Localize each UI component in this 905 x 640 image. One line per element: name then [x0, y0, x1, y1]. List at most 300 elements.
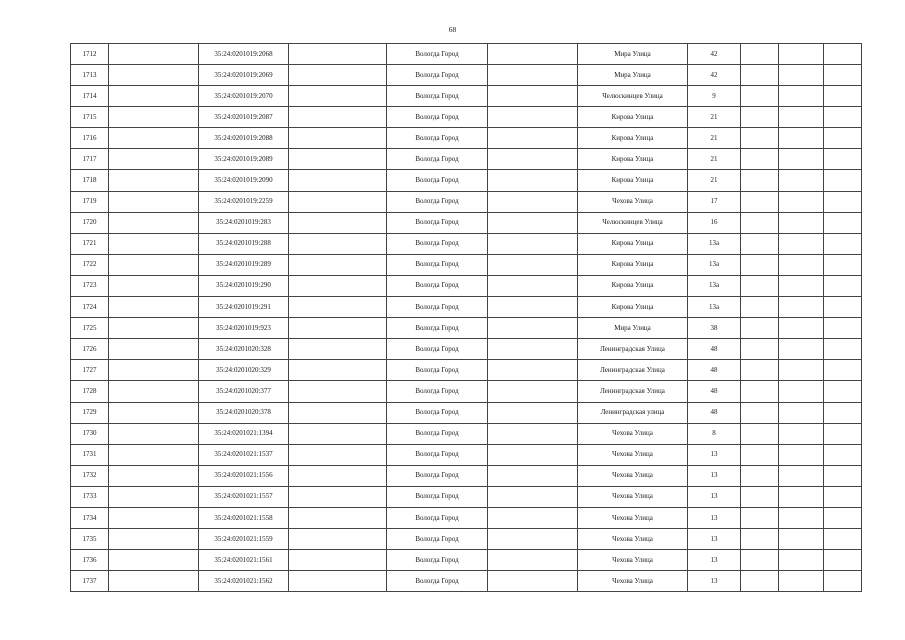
street-cell: Мира Улица	[578, 318, 688, 339]
row-number-cell: 1723	[71, 275, 109, 296]
street-cell: Чехова Улица	[578, 529, 688, 550]
empty-cell	[741, 191, 779, 212]
empty-cell	[488, 402, 578, 423]
empty-cell	[109, 571, 199, 592]
house-number-cell: 16	[688, 212, 741, 233]
empty-cell	[109, 550, 199, 571]
city-cell: Вологда Город	[387, 107, 488, 128]
empty-cell	[824, 149, 862, 170]
table-row	[71, 44, 862, 65]
empty-cell	[741, 149, 779, 170]
row-number-cell: 1719	[71, 191, 109, 212]
empty-cell	[109, 44, 199, 65]
empty-cell	[488, 86, 578, 107]
empty-cell	[488, 507, 578, 528]
empty-cell	[824, 381, 862, 402]
empty-cell	[824, 529, 862, 550]
cadastral-number-cell: 35:24:0201019:289	[199, 254, 289, 275]
row-number-cell: 1728	[71, 381, 109, 402]
empty-cell	[824, 128, 862, 149]
cadastral-number-cell: 35:24:0201019:2259	[199, 191, 289, 212]
empty-cell	[289, 444, 387, 465]
empty-cell	[488, 128, 578, 149]
city-cell: Вологда Город	[387, 254, 488, 275]
empty-cell	[824, 318, 862, 339]
empty-cell	[779, 318, 824, 339]
empty-cell	[109, 339, 199, 360]
empty-cell	[289, 297, 387, 318]
city-cell: Вологда Город	[387, 402, 488, 423]
cadastral-number-cell: 35:24:0201020:328	[199, 339, 289, 360]
cadastral-number-cell: 35:24:0201021:1558	[199, 507, 289, 528]
empty-cell	[289, 423, 387, 444]
row-number-cell: 1721	[71, 233, 109, 254]
cadastral-number-cell: 35:24:0201019:2090	[199, 170, 289, 191]
empty-cell	[779, 233, 824, 254]
empty-cell	[109, 275, 199, 296]
empty-cell	[824, 212, 862, 233]
empty-cell	[488, 318, 578, 339]
page-number: 68	[448, 25, 457, 34]
empty-cell	[824, 402, 862, 423]
row-number-cell: 1727	[71, 360, 109, 381]
empty-cell	[741, 107, 779, 128]
empty-cell	[741, 360, 779, 381]
empty-cell	[741, 444, 779, 465]
table-row	[71, 423, 862, 444]
empty-cell	[779, 275, 824, 296]
cadastral-number-cell: 35:24:0201019:923	[199, 318, 289, 339]
row-number-cell: 1734	[71, 507, 109, 528]
empty-cell	[741, 550, 779, 571]
empty-cell	[779, 381, 824, 402]
cadastral-number-cell: 35:24:0201019:2068	[199, 44, 289, 65]
row-number-cell: 1733	[71, 486, 109, 507]
row-number-cell: 1726	[71, 339, 109, 360]
empty-cell	[824, 107, 862, 128]
street-cell: Кирова Улица	[578, 275, 688, 296]
house-number-cell: 13	[688, 444, 741, 465]
street-cell: Кирова Улица	[578, 170, 688, 191]
house-number-cell: 13	[688, 529, 741, 550]
empty-cell	[289, 86, 387, 107]
city-cell: Вологда Город	[387, 444, 488, 465]
empty-cell	[109, 170, 199, 191]
city-cell: Вологда Город	[387, 486, 488, 507]
empty-cell	[741, 486, 779, 507]
table-row	[71, 486, 862, 507]
table-row	[71, 149, 862, 170]
table-row	[71, 465, 862, 486]
empty-cell	[109, 486, 199, 507]
street-cell: Чехова Улица	[578, 507, 688, 528]
empty-cell	[779, 191, 824, 212]
empty-cell	[289, 233, 387, 254]
empty-cell	[779, 444, 824, 465]
city-cell: Вологда Город	[387, 128, 488, 149]
empty-cell	[488, 65, 578, 86]
empty-cell	[779, 149, 824, 170]
empty-cell	[488, 444, 578, 465]
street-cell: Кирова Улица	[578, 107, 688, 128]
empty-cell	[741, 339, 779, 360]
street-cell: Чехова Улица	[578, 444, 688, 465]
empty-cell	[824, 571, 862, 592]
table-row	[71, 86, 862, 107]
empty-cell	[488, 486, 578, 507]
cadastral-number-cell: 35:24:0201021:1562	[199, 571, 289, 592]
cadastral-number-cell: 35:24:0201019:2089	[199, 149, 289, 170]
empty-cell	[109, 233, 199, 254]
empty-cell	[109, 360, 199, 381]
cadastral-number-cell: 35:24:0201019:2070	[199, 86, 289, 107]
empty-cell	[488, 360, 578, 381]
street-cell: Чехова Улица	[578, 191, 688, 212]
table-row	[71, 507, 862, 528]
empty-cell	[779, 402, 824, 423]
row-number-cell: 1730	[71, 423, 109, 444]
empty-cell	[741, 86, 779, 107]
empty-cell	[289, 212, 387, 233]
house-number-cell: 21	[688, 128, 741, 149]
empty-cell	[289, 170, 387, 191]
empty-cell	[289, 65, 387, 86]
empty-cell	[488, 465, 578, 486]
city-cell: Вологда Город	[387, 191, 488, 212]
empty-cell	[109, 254, 199, 275]
city-cell: Вологда Город	[387, 170, 488, 191]
empty-cell	[488, 275, 578, 296]
house-number-cell: 48	[688, 339, 741, 360]
table-row	[71, 550, 862, 571]
house-number-cell: 42	[688, 65, 741, 86]
street-cell: Кирова Улица	[578, 128, 688, 149]
empty-cell	[289, 339, 387, 360]
house-number-cell: 48	[688, 381, 741, 402]
empty-cell	[488, 191, 578, 212]
row-number-cell: 1717	[71, 149, 109, 170]
empty-cell	[289, 507, 387, 528]
empty-cell	[488, 381, 578, 402]
street-cell: Кирова Улица	[578, 233, 688, 254]
row-number-cell: 1716	[71, 128, 109, 149]
empty-cell	[824, 550, 862, 571]
street-cell: Ленинградская Улица	[578, 339, 688, 360]
row-number-cell: 1725	[71, 318, 109, 339]
empty-cell	[488, 529, 578, 550]
table-row	[71, 297, 862, 318]
empty-cell	[289, 275, 387, 296]
row-number-cell: 1735	[71, 529, 109, 550]
empty-cell	[779, 529, 824, 550]
empty-cell	[109, 507, 199, 528]
cadastral-number-cell: 35:24:0201021:1556	[199, 465, 289, 486]
empty-cell	[289, 254, 387, 275]
table-row	[71, 212, 862, 233]
street-cell: Челюскинцев Улица	[578, 212, 688, 233]
table-row	[71, 191, 862, 212]
row-number-cell: 1713	[71, 65, 109, 86]
house-number-cell: 9	[688, 86, 741, 107]
empty-cell	[488, 44, 578, 65]
house-number-cell: 21	[688, 107, 741, 128]
city-cell: Вологда Город	[387, 550, 488, 571]
table-row	[71, 107, 862, 128]
empty-cell	[779, 571, 824, 592]
street-cell: Чехова Улица	[578, 423, 688, 444]
empty-cell	[824, 297, 862, 318]
empty-cell	[109, 107, 199, 128]
city-cell: Вологда Город	[387, 212, 488, 233]
house-number-cell: 13	[688, 486, 741, 507]
empty-cell	[741, 128, 779, 149]
table-row	[71, 65, 862, 86]
house-number-cell: 17	[688, 191, 741, 212]
row-number-cell: 1720	[71, 212, 109, 233]
cadastral-number-cell: 35:24:0201019:2088	[199, 128, 289, 149]
empty-cell	[289, 128, 387, 149]
empty-cell	[488, 254, 578, 275]
empty-cell	[741, 212, 779, 233]
empty-cell	[289, 191, 387, 212]
empty-cell	[824, 423, 862, 444]
empty-cell	[488, 297, 578, 318]
registry-table	[70, 43, 862, 592]
house-number-cell: 13а	[688, 254, 741, 275]
city-cell: Вологда Город	[387, 360, 488, 381]
city-cell: Вологда Город	[387, 86, 488, 107]
empty-cell	[779, 486, 824, 507]
row-number-cell: 1729	[71, 402, 109, 423]
empty-cell	[741, 44, 779, 65]
cadastral-number-cell: 35:24:0201020:329	[199, 360, 289, 381]
cadastral-number-cell: 35:24:0201019:2069	[199, 65, 289, 86]
house-number-cell: 13а	[688, 233, 741, 254]
empty-cell	[779, 465, 824, 486]
house-number-cell: 48	[688, 360, 741, 381]
empty-cell	[488, 149, 578, 170]
empty-cell	[741, 65, 779, 86]
house-number-cell: 38	[688, 318, 741, 339]
table-row	[71, 529, 862, 550]
cadastral-number-cell: 35:24:0201020:377	[199, 381, 289, 402]
empty-cell	[779, 128, 824, 149]
empty-cell	[779, 107, 824, 128]
empty-cell	[741, 529, 779, 550]
street-cell: Кирова Улица	[578, 149, 688, 170]
empty-cell	[779, 65, 824, 86]
cadastral-number-cell: 35:24:0201019:291	[199, 297, 289, 318]
empty-cell	[289, 149, 387, 170]
empty-cell	[289, 381, 387, 402]
house-number-cell: 42	[688, 44, 741, 65]
city-cell: Вологда Город	[387, 381, 488, 402]
cadastral-number-cell: 35:24:0201021:1394	[199, 423, 289, 444]
table-row	[71, 318, 862, 339]
cadastral-number-cell: 35:24:0201019:283	[199, 212, 289, 233]
cadastral-number-cell: 35:24:0201019:2087	[199, 107, 289, 128]
empty-cell	[488, 339, 578, 360]
empty-cell	[779, 360, 824, 381]
empty-cell	[289, 360, 387, 381]
row-number-cell: 1718	[71, 170, 109, 191]
city-cell: Вологда Город	[387, 529, 488, 550]
empty-cell	[109, 381, 199, 402]
empty-cell	[109, 402, 199, 423]
city-cell: Вологда Город	[387, 44, 488, 65]
empty-cell	[779, 297, 824, 318]
empty-cell	[109, 65, 199, 86]
empty-cell	[109, 212, 199, 233]
empty-cell	[824, 86, 862, 107]
city-cell: Вологда Город	[387, 275, 488, 296]
city-cell: Вологда Город	[387, 149, 488, 170]
row-number-cell: 1731	[71, 444, 109, 465]
empty-cell	[109, 128, 199, 149]
house-number-cell: 13	[688, 550, 741, 571]
street-cell: Кирова Улица	[578, 254, 688, 275]
city-cell: Вологда Город	[387, 233, 488, 254]
empty-cell	[109, 529, 199, 550]
cadastral-number-cell: 35:24:0201021:1561	[199, 550, 289, 571]
cadastral-number-cell: 35:24:0201019:288	[199, 233, 289, 254]
empty-cell	[741, 254, 779, 275]
house-number-cell: 13	[688, 465, 741, 486]
empty-cell	[289, 402, 387, 423]
empty-cell	[824, 191, 862, 212]
empty-cell	[824, 275, 862, 296]
house-number-cell: 13	[688, 507, 741, 528]
table-row	[71, 275, 862, 296]
empty-cell	[289, 107, 387, 128]
empty-cell	[741, 170, 779, 191]
street-cell: Челюскинцев Улица	[578, 86, 688, 107]
table-row	[71, 402, 862, 423]
empty-cell	[824, 170, 862, 191]
house-number-cell: 21	[688, 149, 741, 170]
row-number-cell: 1724	[71, 297, 109, 318]
empty-cell	[109, 297, 199, 318]
street-cell: Чехова Улица	[578, 465, 688, 486]
house-number-cell: 13а	[688, 275, 741, 296]
house-number-cell: 21	[688, 170, 741, 191]
cadastral-number-cell: 35:24:0201021:1557	[199, 486, 289, 507]
empty-cell	[488, 212, 578, 233]
empty-cell	[824, 339, 862, 360]
house-number-cell: 13	[688, 571, 741, 592]
street-cell: Мира Улица	[578, 65, 688, 86]
empty-cell	[824, 486, 862, 507]
empty-cell	[741, 507, 779, 528]
empty-cell	[779, 170, 824, 191]
empty-cell	[488, 107, 578, 128]
street-cell: Чехова Улица	[578, 571, 688, 592]
empty-cell	[289, 486, 387, 507]
empty-cell	[824, 233, 862, 254]
empty-cell	[779, 339, 824, 360]
empty-cell	[741, 423, 779, 444]
table-row	[71, 444, 862, 465]
empty-cell	[488, 170, 578, 191]
empty-cell	[779, 423, 824, 444]
table-row	[71, 254, 862, 275]
empty-cell	[289, 571, 387, 592]
city-cell: Вологда Город	[387, 297, 488, 318]
row-number-cell: 1714	[71, 86, 109, 107]
cadastral-number-cell: 35:24:0201021:1537	[199, 444, 289, 465]
empty-cell	[741, 571, 779, 592]
empty-cell	[741, 402, 779, 423]
table-row	[71, 571, 862, 592]
empty-cell	[289, 318, 387, 339]
empty-cell	[824, 65, 862, 86]
table-row	[71, 128, 862, 149]
row-number-cell: 1732	[71, 465, 109, 486]
empty-cell	[289, 550, 387, 571]
row-number-cell: 1722	[71, 254, 109, 275]
city-cell: Вологда Город	[387, 423, 488, 444]
row-number-cell: 1736	[71, 550, 109, 571]
street-cell: Ленинградская улица	[578, 402, 688, 423]
empty-cell	[488, 571, 578, 592]
empty-cell	[289, 465, 387, 486]
empty-cell	[109, 465, 199, 486]
row-number-cell: 1712	[71, 44, 109, 65]
empty-cell	[824, 360, 862, 381]
empty-cell	[741, 297, 779, 318]
empty-cell	[779, 550, 824, 571]
table-row	[71, 381, 862, 402]
street-cell: Ленинградская Улица	[578, 360, 688, 381]
city-cell: Вологда Город	[387, 65, 488, 86]
empty-cell	[779, 212, 824, 233]
table-row	[71, 170, 862, 191]
city-cell: Вологда Город	[387, 465, 488, 486]
city-cell: Вологда Город	[387, 507, 488, 528]
empty-cell	[109, 86, 199, 107]
empty-cell	[741, 275, 779, 296]
empty-cell	[824, 44, 862, 65]
street-cell: Ленинградская Улица	[578, 381, 688, 402]
empty-cell	[741, 465, 779, 486]
empty-cell	[289, 529, 387, 550]
table-row	[71, 360, 862, 381]
street-cell: Кирова Улица	[578, 297, 688, 318]
empty-cell	[109, 318, 199, 339]
cadastral-number-cell: 35:24:0201021:1559	[199, 529, 289, 550]
empty-cell	[779, 507, 824, 528]
empty-cell	[824, 444, 862, 465]
empty-cell	[824, 507, 862, 528]
table-row	[71, 233, 862, 254]
house-number-cell: 48	[688, 402, 741, 423]
empty-cell	[779, 44, 824, 65]
street-cell: Чехова Улица	[578, 550, 688, 571]
empty-cell	[488, 423, 578, 444]
row-number-cell: 1737	[71, 571, 109, 592]
empty-cell	[488, 550, 578, 571]
cadastral-number-cell: 35:24:0201020:378	[199, 402, 289, 423]
empty-cell	[109, 423, 199, 444]
city-cell: Вологда Город	[387, 339, 488, 360]
city-cell: Вологда Город	[387, 318, 488, 339]
empty-cell	[289, 44, 387, 65]
cadastral-number-cell: 35:24:0201019:290	[199, 275, 289, 296]
street-cell: Мира Улица	[578, 44, 688, 65]
house-number-cell: 13а	[688, 297, 741, 318]
empty-cell	[488, 233, 578, 254]
empty-cell	[779, 86, 824, 107]
